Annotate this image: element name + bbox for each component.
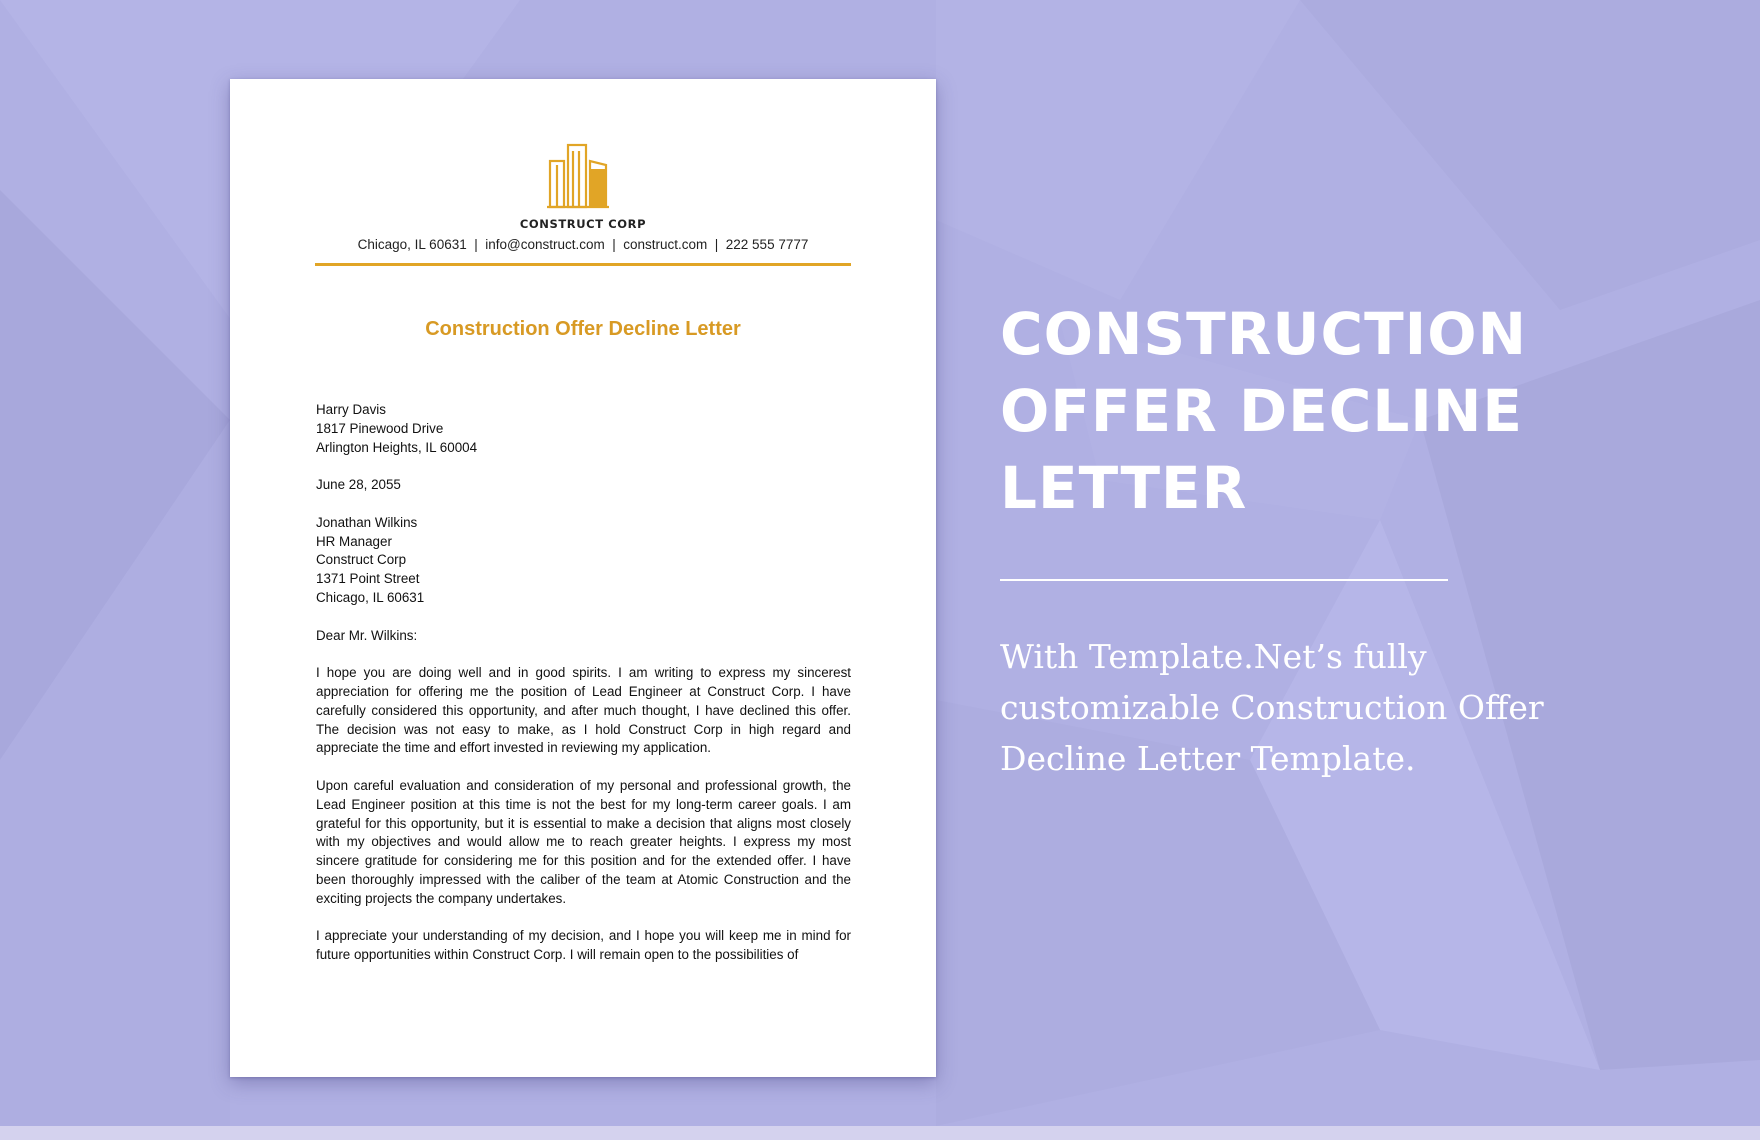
letter-page — [230, 79, 936, 1077]
header-divider — [315, 263, 851, 266]
hero-tagline: With Template.Net’s fully customizable Construction Offer Decline Letter Template. — [1000, 637, 1544, 778]
letter-date: June 28, 2055 — [316, 477, 401, 493]
sender-address — [316, 401, 851, 457]
hero-heading-line: LETTER — [1000, 454, 1248, 522]
recipient-street: 1371 Point Street — [316, 571, 420, 587]
company-name: CONSTRUCT CORP — [519, 217, 647, 231]
recipient-address — [316, 514, 851, 608]
body-paragraph-2: Upon careful evaluation and consideration of my personal and professional growth, the Lead Engineer position at this time is not the best for my long-term career goals. I am grateful for this opportunity, but it is essential to make a decision that aligns most closely with my objectives and would allow me to reach greater heights. I express my most sincere gratitude for considering me for this position and for the extended offer. I have been thoroughly impressed with the caliber of the team at Atomic Construction and the exciting projects the company undertakes. — [316, 777, 851, 906]
recipient-name: Jonathan Wilkins — [316, 514, 418, 530]
body-paragraph-3: I appreciate your understanding of my decision, and I hope you will keep me in mind for future opportunities within Construct Corp. I will remain open to the possibilities of — [316, 928, 851, 963]
recipient-city: Chicago, IL 60631 — [316, 589, 425, 605]
hero-heading — [1000, 296, 1700, 527]
letter-body — [316, 401, 851, 984]
hero-heading-line: OFFER DECLINE — [1000, 377, 1524, 445]
document-title: Construction Offer Decline Letter — [425, 318, 741, 340]
recipient-company: Construct Corp — [316, 552, 407, 568]
hero-heading-line: CONSTRUCTION — [1000, 300, 1528, 368]
contact-line: Chicago, IL 60631 | info@construct.com | construct.com | 222 555 7777 — [357, 237, 809, 252]
hero-divider — [1000, 579, 1448, 581]
body-paragraph-1: I hope you are doing well and in good spirits. I am writing to express my sincerest appreciation for offering me the position of Lead Engineer at Construct Corp. I have carefully considered this opportunity, and after much thought, I have declined this offer. The decision was not easy to make, as I hold Construct Corp in high regard and appreciate the time and effort invested in reviewing my application. — [316, 665, 851, 756]
building-logo-icon — [546, 139, 610, 211]
sender-city: Arlington Heights, IL 60004 — [316, 439, 478, 455]
sender-street: 1817 Pinewood Drive — [316, 420, 444, 436]
sender-name: Harry Davis — [316, 402, 386, 417]
salutation: Dear Mr. Wilkins: — [316, 627, 418, 643]
recipient-title: HR Manager — [316, 533, 392, 549]
bottom-strip — [0, 1126, 1760, 1140]
